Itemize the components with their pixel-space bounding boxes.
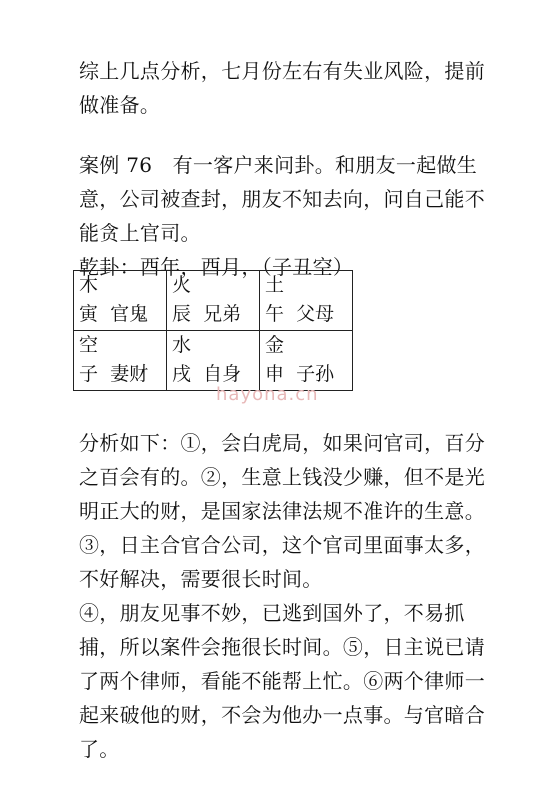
analysis-paragraph-2: ④，朋友见事不妙，已逃到国外了，不易抓捕，所以案件会拖很长时间。⑤，日主说已请了两个律师，看能不能帮上忙。⑥两个律师一起来破他的财，不会为他办一点事。与官暗合了。 xyxy=(79,601,485,761)
cell-element: 木 xyxy=(79,274,99,296)
intro-text: 综上几点分析，七月份左右有失业风险，提前做准备。 xyxy=(79,59,485,117)
hexagram-table xyxy=(73,270,353,391)
cell-element: 金 xyxy=(265,334,285,356)
table-cell xyxy=(167,331,260,391)
gua-line: 乾卦：酉年，酉月，（子丑空） xyxy=(79,255,354,279)
cell-branch-relation: 子 妻财 xyxy=(79,363,149,385)
table-cell xyxy=(260,271,353,331)
case-description: 案例 76 有一客户来问卦。和朋友一起做生意，公司被查封，朋友不知去向，问自己能不能贪上官司。 xyxy=(79,153,485,245)
table-cell xyxy=(167,271,260,331)
table-cell xyxy=(260,331,353,391)
cell-element: 土 xyxy=(265,274,285,296)
watermark-text: hayona.cn xyxy=(216,384,319,405)
cell-element: 火 xyxy=(172,274,192,296)
intro-paragraph xyxy=(79,54,499,122)
table-row xyxy=(74,331,353,391)
cell-branch-relation: 辰 兄弟 xyxy=(172,303,242,325)
cell-branch-relation: 戌 自身 xyxy=(172,363,242,385)
table-cell xyxy=(74,271,167,331)
cell-branch-relation: 午 父母 xyxy=(265,303,335,325)
analysis-section xyxy=(79,426,499,766)
table-row xyxy=(74,271,353,331)
cell-branch-relation: 寅 官鬼 xyxy=(79,303,149,325)
cell-element: 空 xyxy=(79,334,99,356)
analysis-paragraph-1: 分析如下：①，会白虎局，如果问官司，百分之百会有的。②，生意上钱没少赚，但不是光明正大的财，是国家法律法规不准许的生意。③，日主合官合公司，这个官司里面事太多，不好解决，需要很长时间。 xyxy=(79,431,485,591)
cell-branch-relation: 申 子孙 xyxy=(265,363,335,385)
table-cell xyxy=(74,331,167,391)
cell-element: 水 xyxy=(172,334,192,356)
case-section xyxy=(79,148,499,284)
